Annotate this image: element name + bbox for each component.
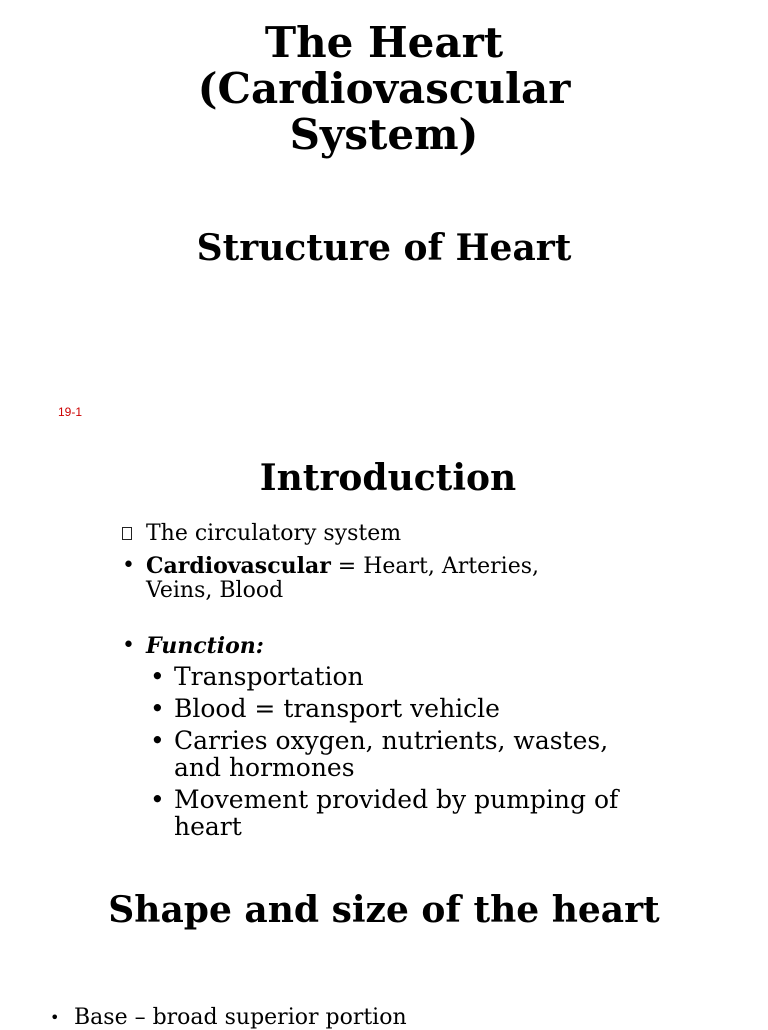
introduction-heading: Introduction <box>259 457 517 499</box>
bullet: • <box>122 633 135 658</box>
list-item-cardiovascular <box>122 554 602 603</box>
list-item-text: The circulatory system <box>146 521 402 546</box>
sub-item-text: Carries oxygen, nutrients, wastes, and hormones <box>174 726 609 782</box>
bullet: • <box>122 553 135 578</box>
function-label: Function: <box>146 633 264 659</box>
list-item-function <box>122 634 602 658</box>
sub-item-transportation <box>150 663 620 690</box>
slide-number: 19-1 <box>58 405 83 419</box>
sub-item-text: Movement provided by pumping of heart <box>174 785 619 841</box>
sub-item-movement <box>150 786 620 840</box>
list-item-circulatory <box>122 522 602 546</box>
square-box-icon <box>122 527 132 540</box>
cardiovascular-term: Cardiovascular <box>146 553 331 579</box>
sub-item-blood <box>150 695 620 722</box>
slide-title <box>0 20 768 158</box>
slide-subtitle: Structure of Heart <box>196 227 572 269</box>
bullet: • <box>150 694 165 723</box>
bullet: • <box>150 726 165 755</box>
shape-size-heading: Shape and size of the heart <box>108 889 660 931</box>
sub-item-text: Blood = transport vehicle <box>174 694 500 723</box>
bullet: • <box>150 785 165 814</box>
sub-item-text: Transportation <box>174 662 364 691</box>
bullet: • <box>50 1008 60 1027</box>
title-line-2: (Cardiovascular <box>197 64 571 113</box>
list-item-text: Base – broad superior portion <box>74 1005 407 1030</box>
title-line-1: The Heart <box>264 18 504 67</box>
sub-item-carries <box>150 727 620 781</box>
cardiovascular-definition: = Heart, Arteries, Veins, Blood <box>146 554 540 603</box>
bullet: • <box>150 662 165 691</box>
title-line-3: System) <box>289 110 479 159</box>
list-item-base <box>50 1006 450 1030</box>
